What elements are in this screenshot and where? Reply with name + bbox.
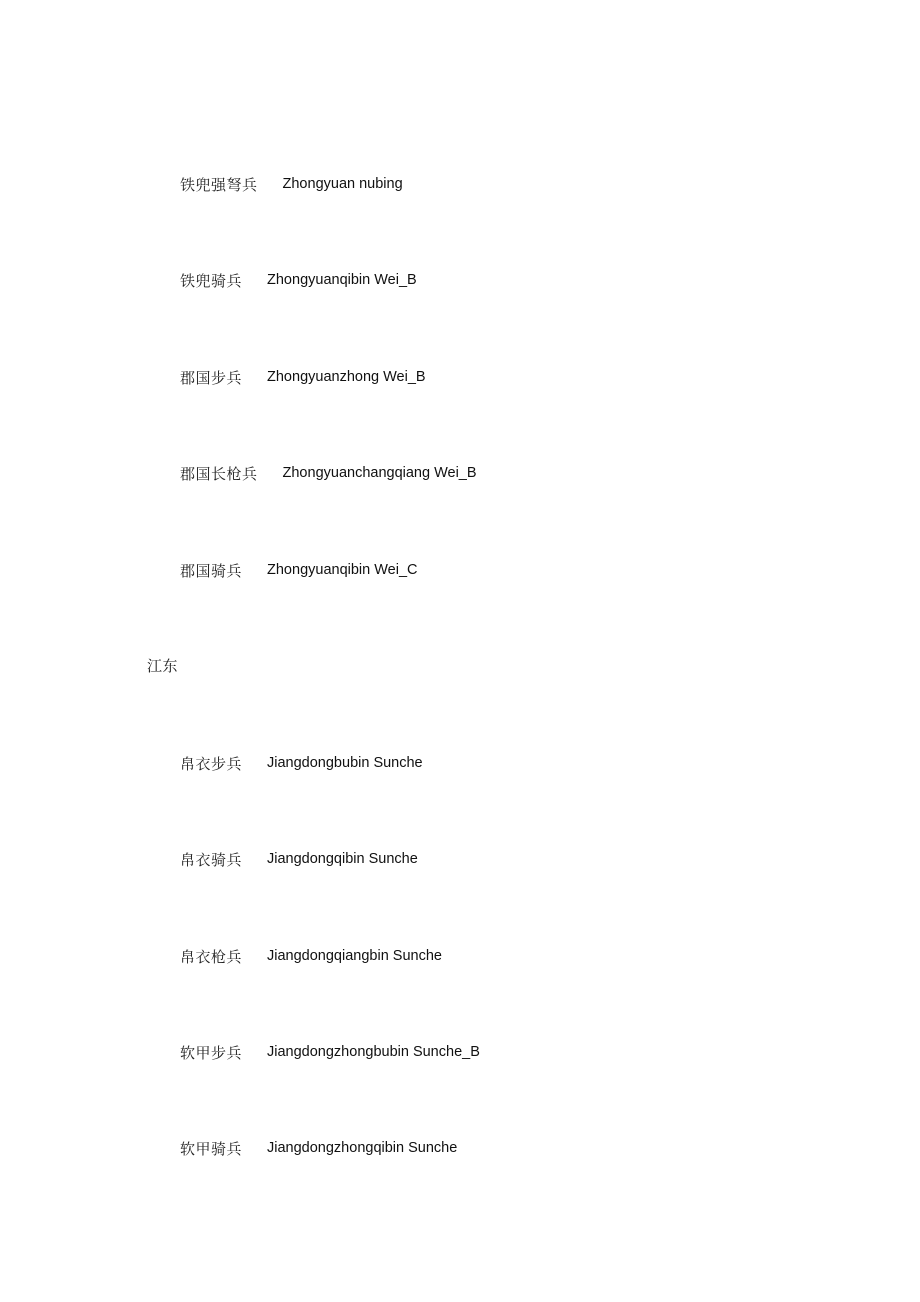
unit-code-name: Jiangdongzhongqibin Sunche xyxy=(267,1140,458,1156)
unit-code-name: Jiangdongzhongbubin Sunche_B xyxy=(267,1044,480,1060)
unit-entry xyxy=(180,1137,457,1159)
unit-entry xyxy=(180,366,426,388)
unit-chinese-name: 帛衣步兵 xyxy=(180,754,243,773)
unit-code-name: Zhongyuanchangqiang Wei_B xyxy=(282,465,477,481)
unit-entry xyxy=(180,559,417,581)
unit-entry xyxy=(180,269,417,291)
unit-chinese-name: 帛衣骑兵 xyxy=(180,850,243,869)
unit-chinese-name: 软甲骑兵 xyxy=(180,1139,243,1158)
section-heading: 江东 xyxy=(147,657,179,675)
unit-chinese-name: 帛衣枪兵 xyxy=(180,947,243,966)
unit-chinese-name: 郡国长枪兵 xyxy=(180,464,258,483)
unit-chinese-name: 郡国骑兵 xyxy=(180,561,243,580)
unit-code-name: Jiangdongqibin Sunche xyxy=(267,851,418,867)
unit-code-name: Zhongyuanqibin Wei_B xyxy=(267,272,417,288)
unit-chinese-name: 软甲步兵 xyxy=(180,1043,243,1062)
unit-entry xyxy=(180,752,423,774)
unit-entry xyxy=(180,462,477,484)
unit-entry xyxy=(180,945,442,967)
unit-chinese-name: 铁兜骑兵 xyxy=(180,271,243,290)
unit-code-name: Jiangdongqiangbin Sunche xyxy=(267,948,442,964)
unit-entry xyxy=(180,848,418,870)
unit-code-name: Zhongyuanqibin Wei_C xyxy=(267,562,418,578)
unit-code-name: Zhongyuan nubing xyxy=(282,176,403,192)
unit-code-name: Jiangdongbubin Sunche xyxy=(267,755,423,771)
unit-entry xyxy=(180,1041,480,1063)
unit-chinese-name: 郡国步兵 xyxy=(180,368,243,387)
unit-entry xyxy=(180,173,403,195)
unit-code-name: Zhongyuanzhong Wei_B xyxy=(267,369,426,385)
unit-chinese-name: 铁兜强弩兵 xyxy=(180,175,258,194)
